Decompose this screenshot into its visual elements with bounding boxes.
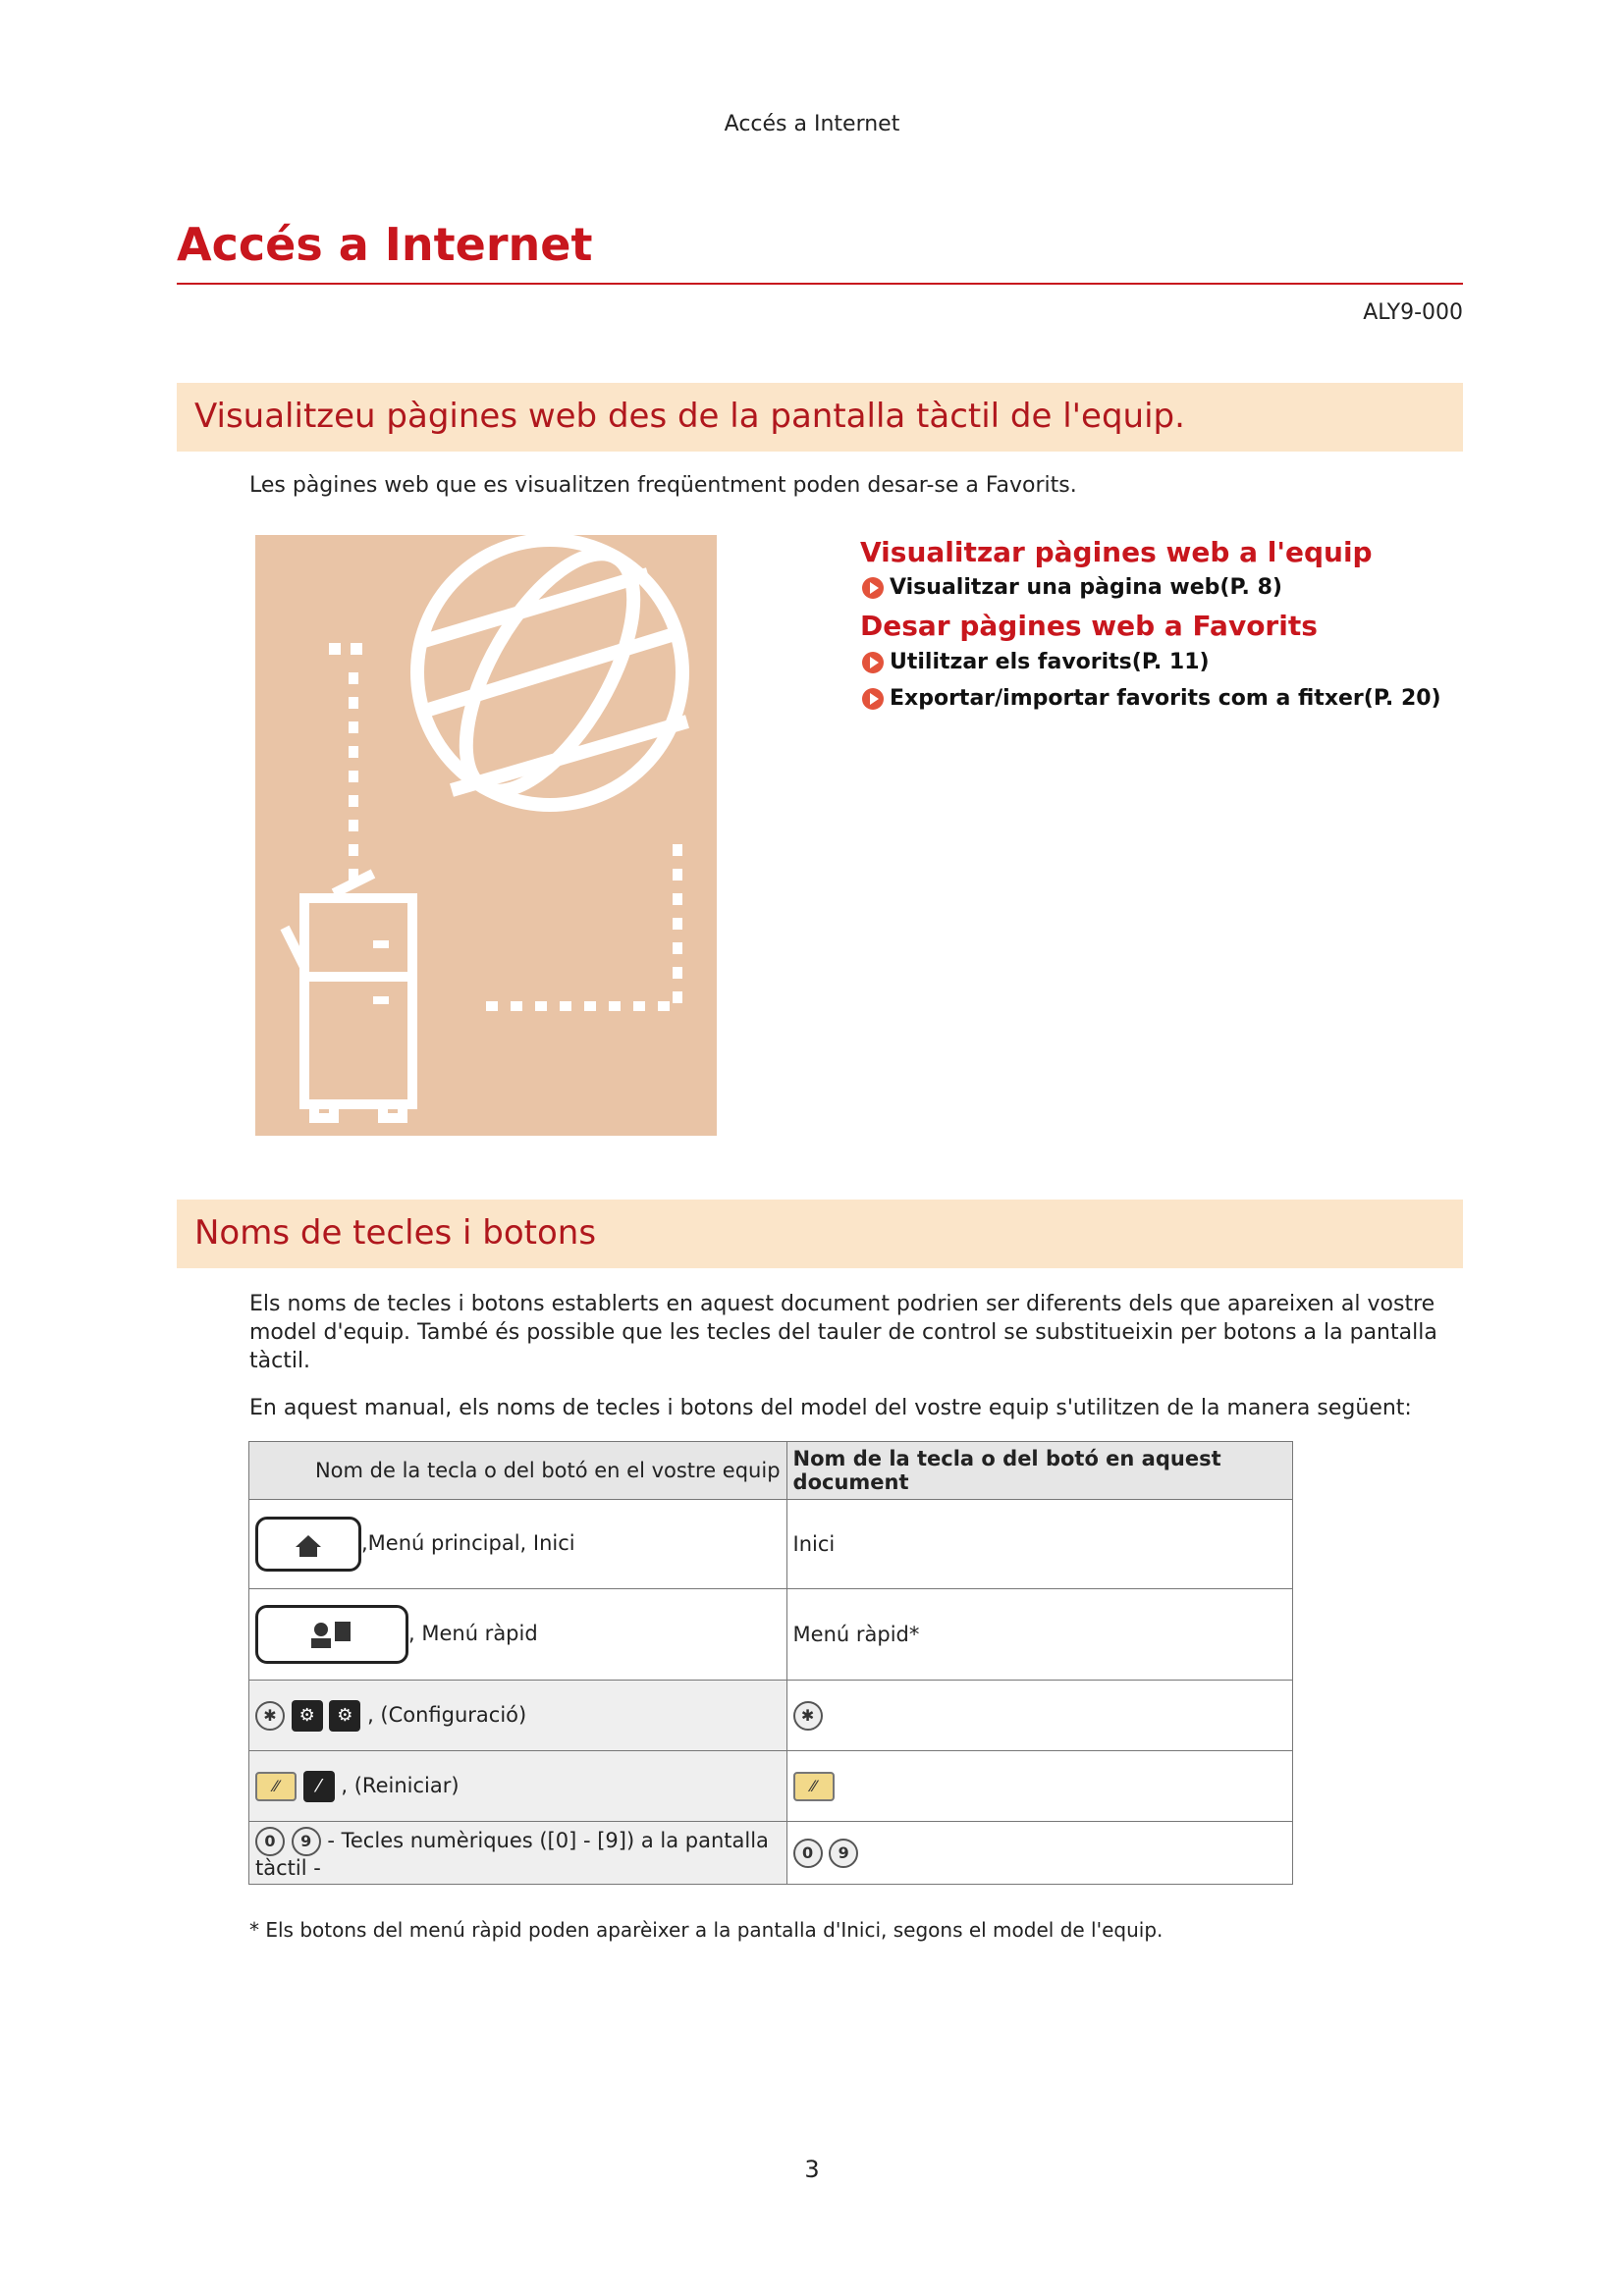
- table-cell-document-name: Menú ràpid*: [786, 1589, 1292, 1681]
- table-row: [249, 1589, 1293, 1681]
- link-use-favorites[interactable]: [862, 650, 1210, 674]
- page-number: 3: [804, 2156, 820, 2183]
- key-names-paragraph: Els noms de tecles i botons establerts en aquest document podrien ser diferents dels que apareixen al vostre model d'equip. També és possible que les tecles del tauler de control se substitueixin per botons a la pantalla tàctil.: [249, 1292, 1437, 1373]
- table-cell-document-name: [786, 1681, 1292, 1751]
- table-row: [249, 1822, 1293, 1885]
- table-header-row: [249, 1442, 1293, 1500]
- table-header-your-device: Nom de la tecla o del botó en el vostre equip: [249, 1442, 787, 1500]
- link-text[interactable]: Utilitzar els favorits(P. 11): [890, 650, 1210, 674]
- running-header: Accés a Internet: [724, 112, 900, 136]
- key-names-table: [248, 1441, 1293, 1885]
- table-cell-text: , (Reiniciar): [341, 1773, 460, 1797]
- table-cell-device-key: [249, 1589, 787, 1681]
- table-row: [249, 1751, 1293, 1822]
- section-heading-text: Noms de tecles i botons: [194, 1213, 597, 1253]
- table-cell-device-key: [249, 1500, 787, 1589]
- table-cell-text: ,Menú principal, Inici: [361, 1531, 575, 1555]
- table-cell-text: - Tecles numèriques ([0] - [9]) a la pantalla tàctil -: [255, 1828, 769, 1880]
- intro-paragraph: Les pàgines web que es visualitzen freqüentment poden desar-se a Favorits.: [249, 473, 1077, 498]
- globe-printer-icon: [255, 535, 717, 1136]
- settings-key-icon: ✱: [793, 1701, 823, 1731]
- link-text[interactable]: Visualitzar una pàgina web(P. 8): [890, 575, 1282, 600]
- table-row: [249, 1681, 1293, 1751]
- digit-nine-key-icon: 9: [829, 1839, 858, 1868]
- table-header-this-document: Nom de la tecla o del botó en aquest document: [786, 1442, 1292, 1500]
- digit-nine-key-icon: 9: [292, 1827, 321, 1856]
- link-view-web-page[interactable]: [862, 575, 1282, 600]
- arrow-bullet-icon: [862, 577, 884, 599]
- quick-menu-key-icon: [255, 1605, 408, 1664]
- table-cell-document-name: [786, 1751, 1292, 1822]
- internet-illustration: [255, 535, 717, 1136]
- digit-zero-key-icon: 0: [255, 1827, 285, 1856]
- section-heading-key-names: [177, 1200, 1463, 1268]
- document-code: ALY9-000: [1363, 300, 1463, 325]
- table-cell-text: , Menú ràpid: [408, 1622, 538, 1645]
- link-group-title-view: Visualitzar pàgines web a l'equip: [860, 536, 1373, 568]
- settings-gear-icon: ⚙: [329, 1700, 360, 1732]
- table-cell-document-name: Inici: [786, 1500, 1292, 1589]
- section-heading-web-pages: [177, 383, 1463, 452]
- table-row: [249, 1500, 1293, 1589]
- link-export-import-favorites[interactable]: [862, 686, 1441, 711]
- reset-button-icon: ⁄: [303, 1771, 335, 1802]
- table-cell-text: , (Configuració): [367, 1702, 527, 1727]
- settings-button-icon: ⚙: [292, 1700, 323, 1732]
- home-key-icon: [255, 1517, 361, 1572]
- arrow-bullet-icon: [862, 652, 884, 673]
- page-title: Accés a Internet: [177, 218, 593, 271]
- section-heading-text: Visualitzeu pàgines web des de la pantalla tàctil de l'equip.: [194, 397, 1185, 436]
- arrow-bullet-icon: [862, 688, 884, 710]
- digit-zero-key-icon: 0: [793, 1839, 823, 1868]
- table-cell-device-key: [249, 1751, 787, 1822]
- title-divider: [177, 283, 1463, 285]
- link-text[interactable]: Exportar/importar favorits com a fitxer(P. 20): [890, 686, 1441, 711]
- key-names-usage-paragraph: En aquest manual, els noms de tecles i botons del model del vostre equip s'utilitzen de la manera següent:: [249, 1396, 1412, 1420]
- table-cell-device-key: [249, 1681, 787, 1751]
- footnote: * Els botons del menú ràpid poden aparèixer a la pantalla d'Inici, segons el model de l'equip.: [249, 1918, 1164, 1942]
- table-cell-device-key: [249, 1822, 787, 1885]
- table-cell-document-name: [786, 1822, 1292, 1885]
- reset-key-icon: ⁄⁄: [793, 1772, 835, 1801]
- reset-key-icon: ⁄⁄: [255, 1772, 297, 1801]
- link-group-title-favorites: Desar pàgines web a Favorits: [860, 610, 1318, 642]
- settings-key-icon: ✱: [255, 1701, 285, 1731]
